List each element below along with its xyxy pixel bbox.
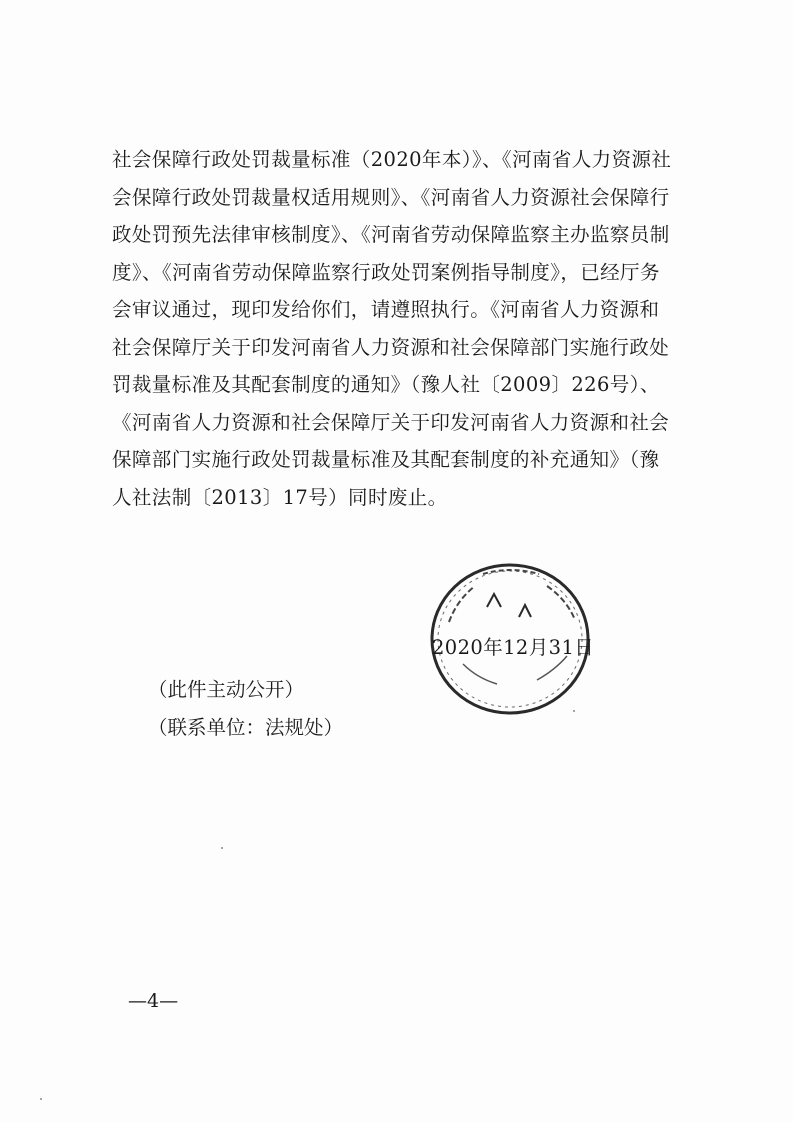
body-line: 会保障行政处罚裁量权适用规则》、《河南省人力资源社会保障行 — [112, 185, 670, 209]
body-line: 会审议通过，现印发给你们，请遵照执行。《河南省人力资源和 — [112, 298, 660, 321]
body-line: 《河南省人力资源和社会保障厅关于印发河南省人力资源和社会 — [112, 410, 670, 434]
body-line: 政处罚预先法律审核制度》、《河南省劳动保障监察主办监察员制 — [112, 223, 670, 246]
body-line: 保障部门实施行政处罚裁量标准及其配套制度的补充通知》（豫 — [112, 448, 660, 471]
scan-speck — [573, 710, 575, 712]
body-line: 社会保障厅关于印发河南省人力资源和社会保障部门实施行政处 — [112, 335, 670, 359]
body-paragraph — [112, 141, 692, 516]
body-line: 人社法制〔2013〕17号）同时废止。 — [112, 485, 448, 509]
scan-speck — [40, 1098, 42, 1100]
disclosure-note: （此件主动公开） — [148, 678, 305, 701]
contact-note: （联系单位：法规处） — [148, 716, 344, 739]
issue-date: 2020年12月31日 — [432, 636, 595, 659]
body-line: 社会保障行政处罚裁量标准（2020年本）》、《河南省人力资源社 — [112, 148, 672, 171]
body-line: 度》、《河南省劳动保障监察行政处罚案例指导制度》，已经厅务 — [112, 260, 660, 284]
body-line: 罚裁量标准及其配套制度的通知》（豫人社〔2009〕226号）、 — [112, 373, 660, 396]
scan-speck — [221, 847, 223, 849]
page-number: —4— — [128, 990, 179, 1012]
